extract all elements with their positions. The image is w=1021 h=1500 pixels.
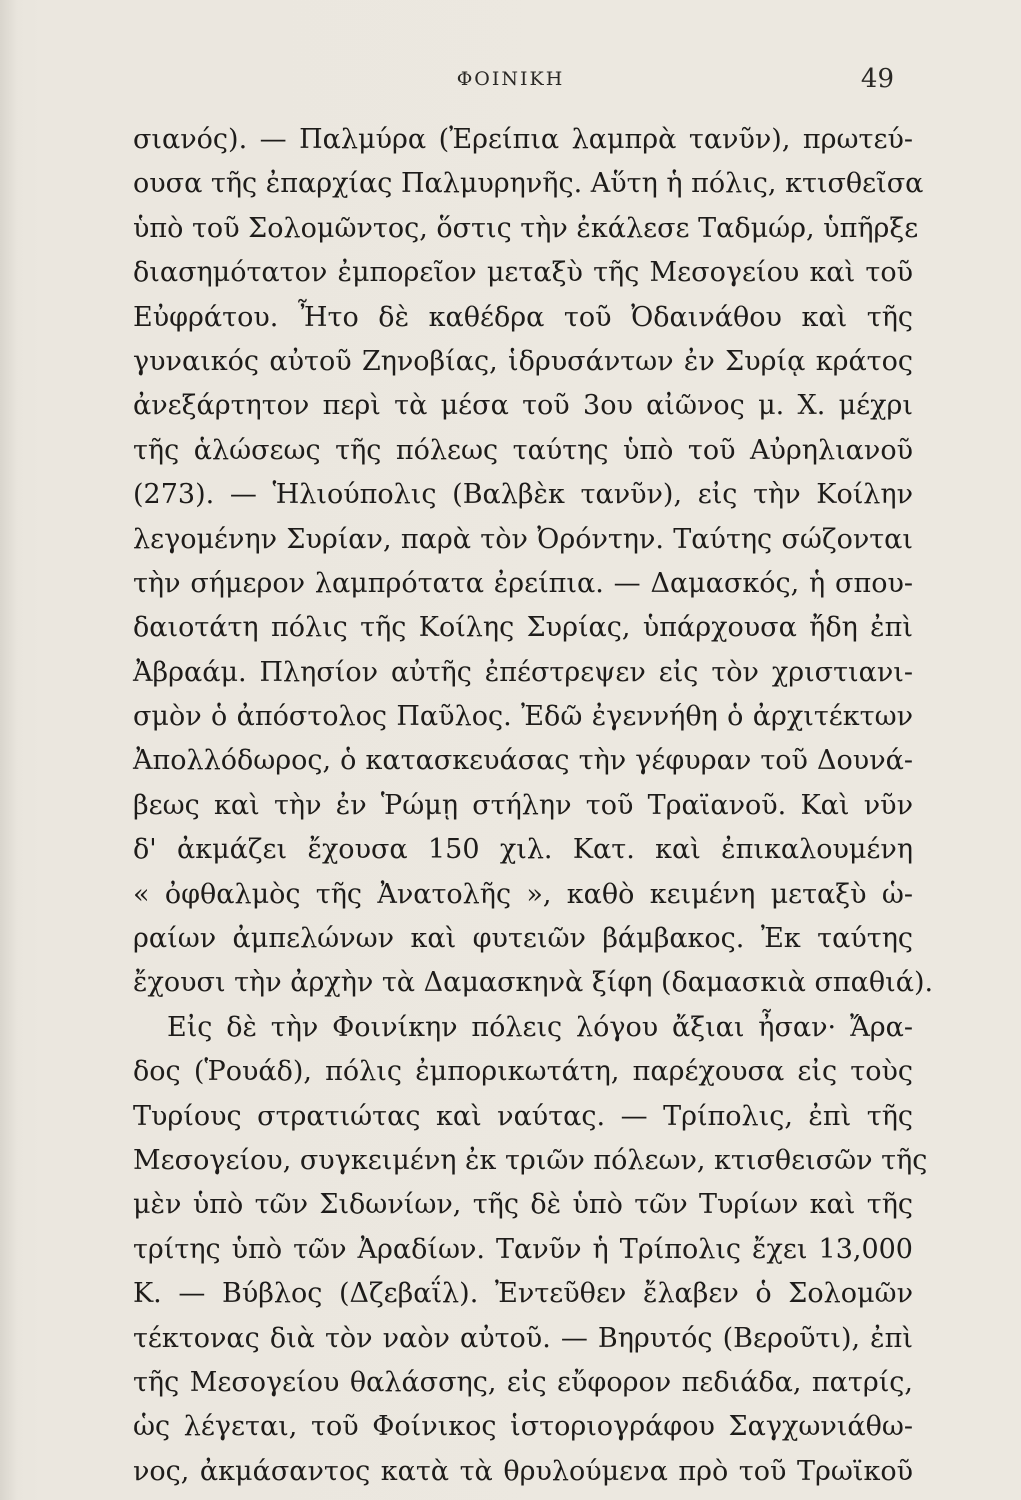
text-line: ὡς λέγεται, τοῦ Φοίνικος ἱστοριογράφου Σαγχωνιάθω- [133, 1411, 913, 1443]
text-line: τῆς Μεσογείου θαλάσσης, εἰς εὔφορον πεδιάδα, πατρίς, [133, 1366, 913, 1398]
text-line: τέκτονας διὰ τὸν ναὸν αὐτοῦ. — Βηρυτός (Βεροῦτι), ἐπὶ [133, 1322, 913, 1354]
page-header [0, 64, 1021, 94]
text-line: νος, ἀκμάσαντος κατὰ τὰ θρυλούμενα πρὸ τοῦ Τρωϊκοῦ [133, 1455, 913, 1487]
text-line: σιανός). — Παλμύρα (Ἐρείπια λαμπρὰ τανῦν), πρωτεύ- [133, 124, 913, 155]
text-line: Εἰς δὲ τὴν Φοινίκην πόλεις λόγου ἄξιαι ἦσαν· Ἄρα- [167, 1011, 913, 1043]
text-line: τῆς ἁλώσεως τῆς πόλεως ταύτης ὑπὸ τοῦ Αὐρηλιανοῦ [133, 434, 913, 466]
text-line: Κ. — Βύβλος (Δζεβαΐλ). Ἐντεῦθεν ἔλαβεν ὁ Σολομῶν [133, 1278, 913, 1310]
text-line: ὑπὸ τοῦ Σολομῶντος, ὅστις τὴν ἐκάλεσε Ταδμώρ, ὑπῆρξε [133, 212, 919, 244]
text-line: Ἀβραάμ. Πλησίον αὐτῆς ἐπέστρεψεν εἰς τὸν χριστιανι- [133, 656, 913, 688]
body-text [133, 118, 934, 1494]
text-line: μὲν ὑπὸ τῶν Σιδωνίων, τῆς δὲ ὑπὸ τῶν Τυρίων καὶ τῆς [133, 1189, 913, 1221]
page-number: 49 [860, 64, 894, 94]
text-line: Τυρίους στρατιώτας καὶ ναύτας. — Τρίπολις, ἐπὶ τῆς [133, 1100, 913, 1132]
text-line: διασημότατον ἐμπορεῖον μεταξὺ τῆς Μεσογείου καὶ τοῦ [133, 257, 913, 289]
text-line: « ὀφθαλμὸς τῆς Ἀνατολῆς », καθὸ κειμένη μεταξὺ ὡ- [133, 878, 913, 910]
text-line: δαιοτάτη πόλις τῆς Κοίλης Συρίας, ὑπάρχουσα ἤδη ἐπὶ [133, 612, 913, 644]
text-line: ἔχουσι τὴν ἀρχὴν τὰ Δαμασκηνὰ ξίφη (δαμασκιὰ σπαθιά). [133, 967, 934, 999]
text-line: δος (Ῥουάδ), πόλις ἐμπορικωτάτη, παρέχουσα εἰς τοὺς [133, 1056, 913, 1088]
text-line: σμὸν ὁ ἀπόστολος Παῦλος. Ἐδῶ ἐγεννήθη ὁ ἀρχιτέκτων [133, 701, 913, 733]
text-line: τὴν σήμερον λαμπρότατα ἐρείπια. — Δαμασκός, ἡ σπου- [133, 567, 913, 599]
text-line: δ' ἀκμάζει ἔχουσα 150 χιλ. Κατ. καὶ ἐπικαλουμένη [133, 834, 913, 866]
text-line: βεως καὶ τὴν ἐν Ῥώμῃ στήλην τοῦ Τραϊανοῦ. Καὶ νῦν [133, 789, 913, 821]
text-line: τρίτης ὑπὸ τῶν Ἀραδίων. Τανῦν ἡ Τρίπολις ἔχει 13,000 [133, 1233, 913, 1265]
text-line: ουσα τῆς ἐπαρχίας Παλμυρηνῆς. Αὕτη ἡ πόλις, κτισθεῖσα [133, 168, 924, 200]
text-line: ἀνεξάρτητον περὶ τὰ μέσα τοῦ 3ου αἰῶνος μ. Χ. μέχρι [133, 390, 913, 422]
text-line: Εὐφράτου. Ἦτο δὲ καθέδρα τοῦ Ὀδαινάθου καὶ τῆς [133, 301, 913, 333]
text-line: (273). — Ἡλιούπολις (Βαλβὲκ τανῦν), εἰς τὴν Κοίλην [133, 479, 913, 511]
text-line: Ἀπολλόδωρος, ὁ κατασκευάσας τὴν γέφυραν τοῦ Δουνά- [133, 745, 913, 777]
text-line: Μεσογείου, συγκειμένη ἐκ τριῶν πόλεων, κτισθεισῶν τῆς [133, 1144, 928, 1176]
text-line: ραίων ἀμπελώνων καὶ φυτειῶν βάμβακος. Ἐκ ταύτης [133, 923, 913, 955]
text-line: γυναικός αὐτοῦ Ζηνοβίας, ἱδρυσάντων ἐν Συρίᾳ κράτος [133, 345, 913, 377]
running-head: ΦΟΙΝΙΚΗ [456, 68, 565, 90]
text-line: λεγομένην Συρίαν, παρὰ τὸν Ὀρόντην. Ταύτης σώζονται [133, 523, 913, 555]
